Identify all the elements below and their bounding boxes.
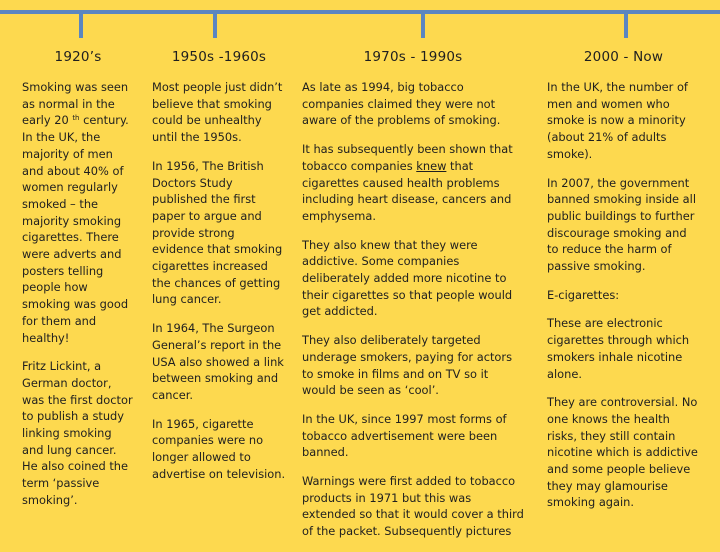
paragraph: In 1964, The Surgeon General’s report in the USA also showed a link between smoking and cancer. <box>152 321 284 402</box>
paragraph: Smoking was seen as normal in the early 20 $^{th}$ century. In the UK, the majority of men and about 40% of women regularly smoked – the majority smoking cigarettes. There were adverts and posters telling people how smoking was good for them and healthy! <box>22 80 129 345</box>
column-1950s-1960s <box>152 49 286 494</box>
paragraph: As late as 1994, big tobacco companies claimed they were not aware of the problems of smoking. <box>302 80 501 128</box>
timeline-tick-1950s <box>213 10 217 38</box>
timeline-tick-1970s <box>421 10 425 38</box>
timeline-tick-1920s <box>79 10 83 38</box>
column-heading: 1950s -1960s <box>171 49 267 65</box>
column-heading: 1920’s <box>54 49 102 65</box>
paragraph: In 2007, the government banned smoking inside all public buildings to further discourage smoking and to reduce the harm of passive smoking. <box>547 175 696 274</box>
timeline-tick-2000s <box>624 10 628 38</box>
paragraph: E-cigarettes: <box>547 287 620 302</box>
paragraph: They also knew that they were addictive. Some companies deliberately added more nicotine to their cigarettes so that people would get addicted. <box>302 237 513 319</box>
paragraph: In 1956, The British Doctors Study published the first paper to argue and provide strong evidence that smoking cigarettes increased the chances of getting lung cancer. <box>152 158 283 307</box>
emphasis-knew: knew <box>416 158 447 173</box>
column-1970s-1990s <box>302 49 524 552</box>
column-1920s <box>22 49 134 521</box>
paragraph: Most people just didn’t believe that smoking could be unhealthy until the 1950s. <box>152 80 283 145</box>
paragraph: In 1965, cigarette companies were no longer allowed to advertise on television. <box>152 416 286 481</box>
paragraph: In the UK, since 1997 most forms of tobacco advertisement were been banned. <box>302 411 507 460</box>
timeline-bar <box>0 10 720 14</box>
paragraph: Fritz Lickint, a German doctor, was the first doctor to publish a study linking smoking and lung cancer. He also coined the term ‘passive smoking’. <box>22 359 133 507</box>
column-heading: 1970s - 1990s <box>363 49 463 65</box>
paragraph: They also deliberately targeted underage smokers, paying for actors to smoke in films and on TV so it would be seen as ‘cool’. <box>302 333 513 398</box>
column-2000-now <box>547 49 700 523</box>
paragraph: Warnings were first added to tobacco products in 1971 but this was extended so that it would cover a third of the packet. Subsequently pictures <box>302 474 524 539</box>
column-heading: 2000 - Now <box>583 49 664 65</box>
paragraph: They are controversial. No one knows the health risks, they still contain nicotine which is addictive and some people believe they may glamourise smoking again. <box>547 395 698 510</box>
paragraph: In the UK, the number of men and women who smoke is now a minority (about 21% of adults smoke). <box>547 80 688 161</box>
superscript: th <box>72 114 80 123</box>
paragraph: These are electronic cigarettes through which smokers inhale nicotine alone. <box>547 316 690 381</box>
paragraph: It has subsequently been shown that tobacco companies knew that cigarettes caused health problems including heart disease, cancers and emphysema. <box>302 142 513 223</box>
